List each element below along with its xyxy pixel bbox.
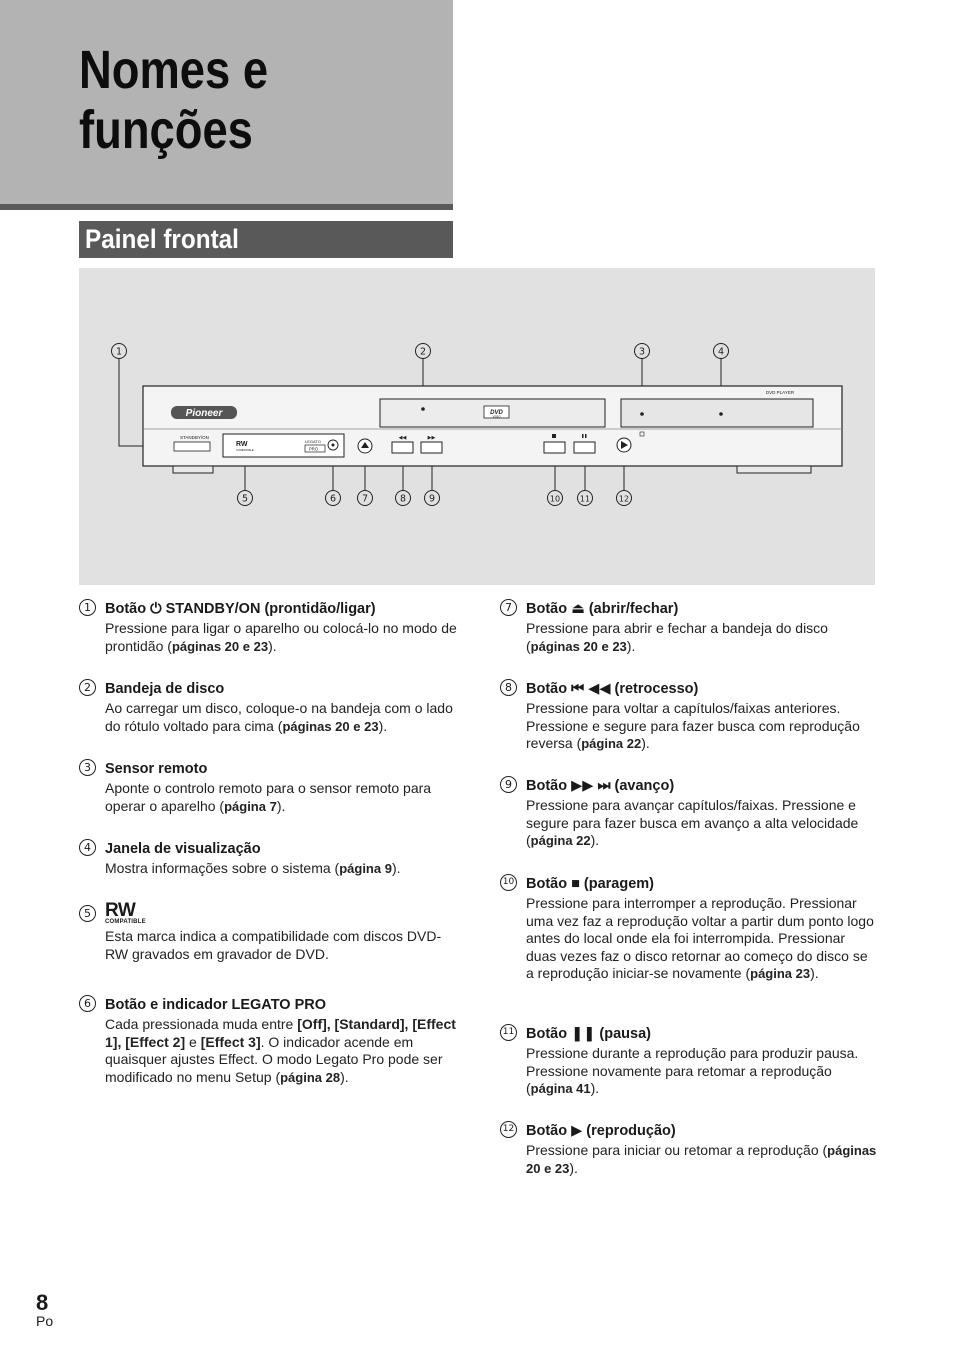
brand-logo-text: Pioneer (185, 408, 223, 419)
section-title: Painel frontal (79, 221, 453, 258)
descriptions-left (79, 598, 457, 1086)
item-title: Botão e indicador LEGATO PRO (105, 997, 327, 1013)
svg-text:3: 3 (638, 346, 646, 358)
front-panel-diagram (79, 268, 875, 585)
item-description: Pressione durante a reprodução para produzir pausa. Pressione novamente para retomar a reprodução (página 41). (526, 1045, 859, 1096)
item-title: Botão ▶ (reprodução) (526, 1123, 676, 1139)
item-pause (500, 1023, 878, 1120)
item-eject (500, 598, 878, 678)
header-rule (0, 204, 453, 210)
page-title-line1: Nomes e (79, 40, 269, 100)
svg-text:7: 7 (361, 493, 369, 505)
dvd-logo-sub: VIDEO (492, 415, 501, 419)
item-number: 10 (500, 874, 517, 891)
prev-label: ◀◀ (398, 435, 407, 441)
callout-3 (635, 344, 650, 359)
stop-button[interactable] (544, 442, 565, 453)
item-number: 11 (500, 1024, 517, 1041)
next-button[interactable] (421, 442, 442, 453)
rw-compatible-logo: RW COMPATIBLE (105, 900, 146, 925)
svg-text:8: 8 (399, 493, 407, 505)
item-disc-tray (79, 678, 457, 758)
item-title: Janela de visualização (105, 841, 261, 857)
item-title: Botão ⏮ ◀◀ (retrocesso) (526, 681, 699, 697)
callout-2 (416, 344, 431, 359)
page-number: 8 (36, 1290, 49, 1315)
item-legato-pro (79, 994, 457, 1086)
pause-button[interactable] (574, 442, 595, 453)
item-rewind (500, 678, 878, 775)
descriptions-right (500, 598, 878, 1177)
item-title: Bandeja de disco (105, 681, 225, 697)
page-title-line2: funções (79, 100, 253, 160)
item-description: Aponte o controlo remoto para o sensor remoto para operar o aparelho (página 7). (105, 780, 432, 814)
panel-rw-sub: COMPATIBLE (236, 448, 254, 452)
callout-9 (425, 491, 440, 506)
prev-button[interactable] (392, 442, 413, 453)
item-remote-sensor (79, 758, 457, 838)
callout-6 (326, 491, 341, 506)
callout-8 (396, 491, 411, 506)
item-description: Mostra informações sobre o sistema (página 9). (105, 860, 401, 876)
item-number: 8 (500, 679, 517, 696)
svg-text:5: 5 (241, 493, 249, 505)
item-number: 1 (79, 599, 96, 616)
item-description: Ao carregar um disco, coloque-o na bandeja com o lado do rótulo voltado para cima (páginas 20 e 23). (105, 700, 453, 734)
item-rw-compatible (79, 896, 457, 994)
item-description: Pressione para ligar o aparelho ou colocá-lo no modo de prontidão (páginas 20 e 23). (105, 620, 457, 654)
item-title: Botão ⏏ (abrir/fechar) (526, 601, 679, 617)
item-description: Pressione para abrir e fechar a bandeja do disco (páginas 20 e 23). (526, 620, 828, 654)
item-title: Botão ■ (paragem) (526, 876, 654, 892)
display-window (621, 399, 813, 427)
callout-10 (548, 491, 563, 506)
item-number: 3 (79, 759, 96, 776)
item-title: Sensor remoto (105, 761, 208, 777)
svg-text:4: 4 (717, 346, 725, 358)
svg-text:2: 2 (419, 346, 427, 358)
item-description: Cada pressionada muda entre [Off], [Standard], [Effect 1], [Effect 2] e [Effect 3]. O indicador acende em quaisquer ajustes Effect. O modo Legato Pro pode ser modificado no menu Setup (página 28). (105, 1016, 456, 1085)
item-number: 6 (79, 995, 96, 1012)
item-number: 7 (500, 599, 517, 616)
svg-text:11: 11 (579, 494, 591, 504)
svg-text:1: 1 (115, 346, 123, 358)
item-play (500, 1120, 878, 1177)
legato-pro-label: PRO (309, 446, 319, 452)
item-description: Pressione para iniciar ou retomar a reprodução (páginas 20 e 23). (526, 1142, 877, 1176)
item-number: 5 (79, 905, 96, 922)
front-panel-illustration (79, 268, 875, 585)
callout-5 (238, 491, 253, 506)
power-icon: ⏻ (150, 601, 162, 617)
svg-text:6: 6 (329, 493, 337, 505)
standby-button[interactable] (174, 442, 210, 451)
next-label: ▶▶ (427, 435, 436, 441)
page-language: Po (36, 1313, 54, 1329)
item-number: 9 (500, 776, 517, 793)
dvd-logo: DVD (490, 410, 503, 416)
item-description: Pressione para avançar capítulos/faixas. Pressione e segure para fazer busca em avanço a alta velocidade (página 22). (526, 797, 859, 848)
item-number: 2 (79, 679, 96, 696)
callout-4 (714, 344, 729, 359)
item-title: Botão ▶▶ ⏭ (avanço) (526, 778, 675, 794)
model-label: DVD PLAYER (765, 390, 795, 395)
svg-text:10: 10 (549, 494, 561, 504)
item-display-window (79, 838, 457, 896)
panel-rw-logo: RW (236, 441, 248, 448)
svg-text:12: 12 (618, 494, 630, 504)
item-stop (500, 873, 878, 1023)
item-standby (79, 598, 457, 678)
item-number: 12 (500, 1121, 517, 1138)
item-number: 4 (79, 839, 96, 856)
item-description: Esta marca indica a compatibilidade com discos DVD-RW gravados em gravador de DVD. (105, 928, 442, 962)
callout-1 (112, 344, 127, 359)
item-title: Botão ❚❚ (pausa) (526, 1026, 651, 1042)
page-title (79, 40, 268, 160)
item-description: Pressione para interromper a reprodução. Pressionar uma vez faz a reprodução voltar a partir dum ponto logo antes do local onde ela foi interrompida. Pressionar duas vezes faz o disco retornar ao começo do disco se a reprodução iniciar-se novamente (página 23). (526, 895, 874, 981)
item-title: Botão ⏻ STANDBY/ON (prontidão/ligar) (105, 601, 376, 617)
standby-label: STANDBY/ON (180, 435, 209, 440)
svg-text:9: 9 (428, 493, 436, 505)
callout-7 (358, 491, 373, 506)
legato-label: LEGATO (305, 439, 321, 444)
callout-12 (617, 491, 632, 506)
callout-11 (578, 491, 593, 506)
item-forward (500, 775, 878, 873)
item-description: Pressione para voltar a capítulos/faixas anteriores. Pressione e segure para fazer busca com reprodução reversa (página 22). (526, 700, 860, 751)
